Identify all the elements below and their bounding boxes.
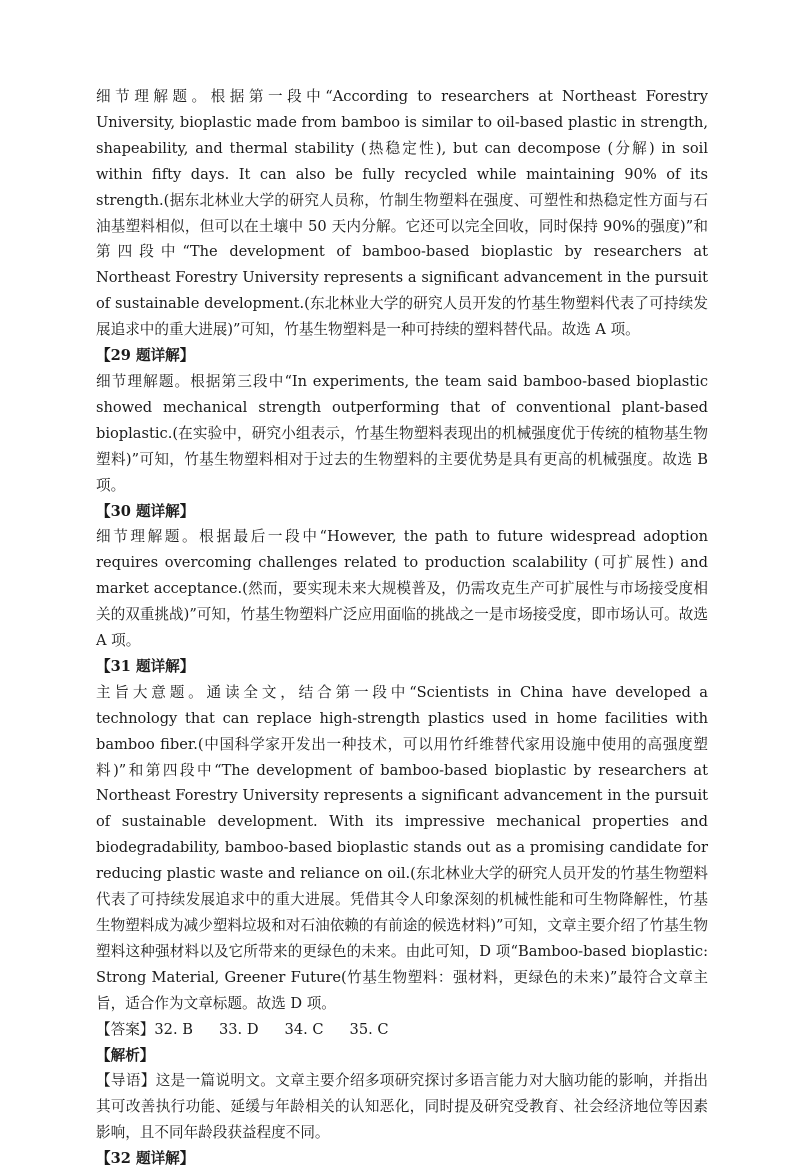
q31-heading: 【31 题详解】 bbox=[96, 657, 195, 675]
q29-explanation: 细节理解题。根据第三段中“In experiments, the team said bamboo-based bioplastic showed mechanical strength outperforming that of conventional plant-based bioplastic.(在实验中，研究小组表示，竹基生物塑料表现出的机械强度优于传统的植物基生物塑料)”可知，竹基生物塑料相对于过去的生物塑料的主要优势是具有更高的机械强度。故选 B 项。 bbox=[96, 372, 708, 494]
analysis-heading: 【解析】 bbox=[96, 1046, 155, 1064]
q31-explanation: 主旨大意题。通读全文，结合第一段中“Scientists in China have developed a technology that can replace high-strength plastics used in home facilities with bamboo fiber.(中国科学家开发出一种技术，可以用竹纤维替代家用设施中使用的高强度塑料)”和第四段中“The development of bamboo-based bioplastic by researchers at Northeast Forestry University represents a significant advancement in the pursuit of sustainable development. With its impressive mechanical properties and biodegradability, bamboo-based bioplastic stands out as a promising candidate for reducing plastic waste and reliance on oil.(东北林业大学的研究人员开发的竹基生物塑料代表了可持续发展追求中的重大进展。凭借其令人印象深刻的机械性能和可生物降解性，竹基生物塑料成为减少塑料垃圾和对石油依赖的有前途的候选材料)”可知，文章主要介绍了竹基生物塑料这种强材料以及它所带来的更绿色的未来。由此可知，D 项“Bamboo-based bioplastic: Strong Material, Greener Future(竹基生物塑料：强材料，更绿色的未来)”最符合文章主旨，适合作为文章标题。故选 D 项。 bbox=[96, 683, 708, 1012]
passage-intro: 【导语】这是一篇说明文。文章主要介绍多项研究探讨多语言能力对大脑功能的影响，并指出其可改善执行功能、延缓与年龄相关的认知恶化，同时提及研究受教育、社会经济地位等因素影响，且不同年龄段获益程度不同。 bbox=[96, 1072, 708, 1142]
answer-35: 35. C bbox=[349, 1020, 389, 1038]
answer-34: 34. C bbox=[284, 1020, 324, 1038]
q32-heading: 【32 题详解】 bbox=[96, 1150, 195, 1168]
answer-32: 32. B bbox=[154, 1020, 193, 1038]
answer-label: 【答案】 bbox=[96, 1020, 155, 1038]
q29-heading: 【29 题详解】 bbox=[96, 347, 195, 365]
q30-heading: 【30 题详解】 bbox=[96, 502, 195, 520]
document-body bbox=[96, 84, 708, 1172]
answer-key bbox=[96, 1017, 708, 1043]
q30-explanation: 细节理解题。根据最后一段中“However, the path to future widespread adoption requires overcoming challenges related to production scalability (可扩展性) and market acceptance.(然而，要实现未来大规模普及，仍需攻克生产可扩展性与市场接受度相关的双重挑战)”可知，竹基生物塑料广泛应用面临的挑战之一是市场接受度，即市场认可。故选 A 项。 bbox=[96, 528, 708, 650]
answer-33: 33. D bbox=[218, 1020, 259, 1038]
q28-explanation: 细节理解题。根据第一段中“According to researchers at Northeast Forestry University, bioplastic made from bamboo is similar to oil-based plastic in strength, shapeability, and thermal stability (热稳定性), but can decompose (分解) in soil within fifty days. It can also be fully recycled while maintaining 90% of its strength.(据东北林业大学的研究人员称，竹制生物塑料在强度、可塑性和热稳定性方面与石油基塑料相似，但可以在土壤中 50 天内分解。它还可以完全回收，同时保持 90%的强度)”和第四段中“The development of bamboo-based bioplastic by researchers at Northeast Forestry University represents a significant advancement in the pursuit of sustainable development.(东北林业大学的研究人员开发的竹基生物塑料代表了可持续发展追求中的重大进展)”可知，竹基生物塑料是一种可持续的塑料替代品。故选 A 项。 bbox=[96, 88, 708, 339]
